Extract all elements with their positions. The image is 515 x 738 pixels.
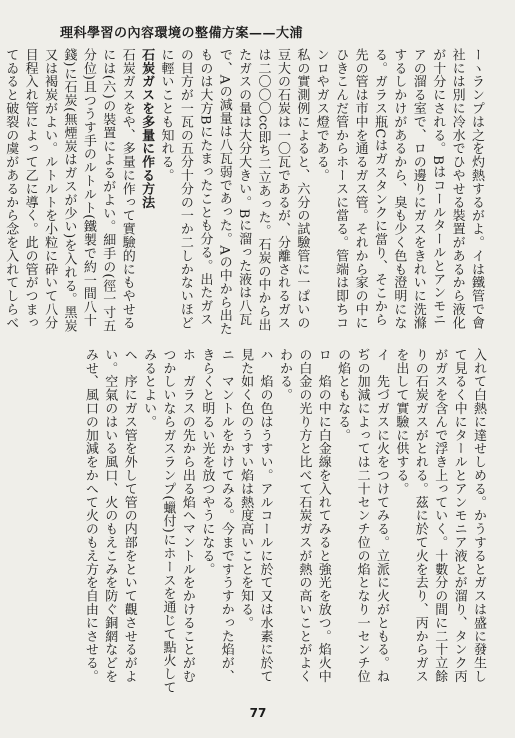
upper-text-block bbox=[3, 48, 486, 336]
paragraph: 私の實測例によると、六分の試驗管に一ぱいの豆大の石炭は一〇瓦であるが、分離されるガスは二〇〇〇cc即ち二立あった。石炭の中から出たガスの量は大分大きい。Bに溜った液は八瓦で、Aの減量は八瓦弱であった。Aの中から出たものは大方Bにたまったことも分る。出たガスの目方が一瓦の五分十分の一か二しかないほどに輕いことも知れる。 bbox=[158, 48, 310, 336]
list-item: ニ マントルをかけてみる。今まですうすかった焰が、きらくと明るい光を放つやうになる。 bbox=[199, 348, 234, 683]
list-item: ホ ガラスの先から出る焰へマントルをかけることがむつかしいならガスランプ(蠟付)にホースを通じて點火してみるとよい。 bbox=[141, 348, 195, 694]
paragraph: 入れて白熱に達せしめる。かうするとガスは盛に發生して見るく中にタールとアンモニア液とが溜り、タンク丙がガスを含んで浮き上っていく。十數分の間に二十立餘りの石炭ガスがとれる。茲に於て火を去り、丙からガスを出して實驗に供する。 bbox=[393, 348, 486, 683]
lower-text-block bbox=[44, 348, 488, 694]
running-head: 理科學習の內容環境の整備方案——大浦 bbox=[60, 26, 304, 41]
paragraph: 石炭ガスをや、多量に作って實驗的にもやせるには(六)の裝置によるがよい。細手の(徑一寸五分位)且つうす手のルトルト(鐵製で約一間八十錢)に石炭(無煙炭はガスが少い)を入れる。黑炭又は褐炭がよい。ルトルトを小粒に砕いて八分目程入れ管によって乙に導く。此の管がつまってゐると破裂の虞があるから念を入れてしらべ bbox=[3, 48, 135, 333]
section-heading: 石炭ガスを多量に作る方法 bbox=[139, 48, 155, 209]
paragraph: ーヽランプは之を灼熱するがよ。イは鐵管で會社には別に冷水でひやせる裝置があるから液化が十分にされる。Bはコールタールとアンモニアの溜る室で、ロの邊りにガスをきれいに洗滌するしかけがあるから、臭も少く色も澄明になる。ガラス瓶Cはガスタンクに當り、そこから先の管は市中を通るガス管。それから家の中にひきこんだ管からホースに當る。管端は即ちコンロやガス燈である。 bbox=[313, 48, 484, 330]
list-item: イ 先づガスに火をつけてみる。立派に火がともる。ねぢの加減によっては二十センチ位の焰となり一センチ位の焰ともなる。 bbox=[335, 348, 389, 683]
list-item: ハ 焰の色はうすい。アルコールに於て又は水素に於て見た如く色のうすい焰は熱度高いことを知る。 bbox=[238, 348, 273, 683]
list-item: ヘ 序にガス管を外して管の内部をといて觀させるがよい。空氣のはいる風口、火のもえこみを防ぐ銅網などをみせ、風口の加減をかへて火のもえ方を自由にさせる。 bbox=[82, 348, 137, 683]
page-number: 77 bbox=[249, 706, 267, 720]
list-item: ロ 焰の中に白金線を入れてみると強光を放つ。焰火中の白金の光り方と比べて石炭ガスが熱の高いことがよくわかる。 bbox=[276, 348, 331, 683]
